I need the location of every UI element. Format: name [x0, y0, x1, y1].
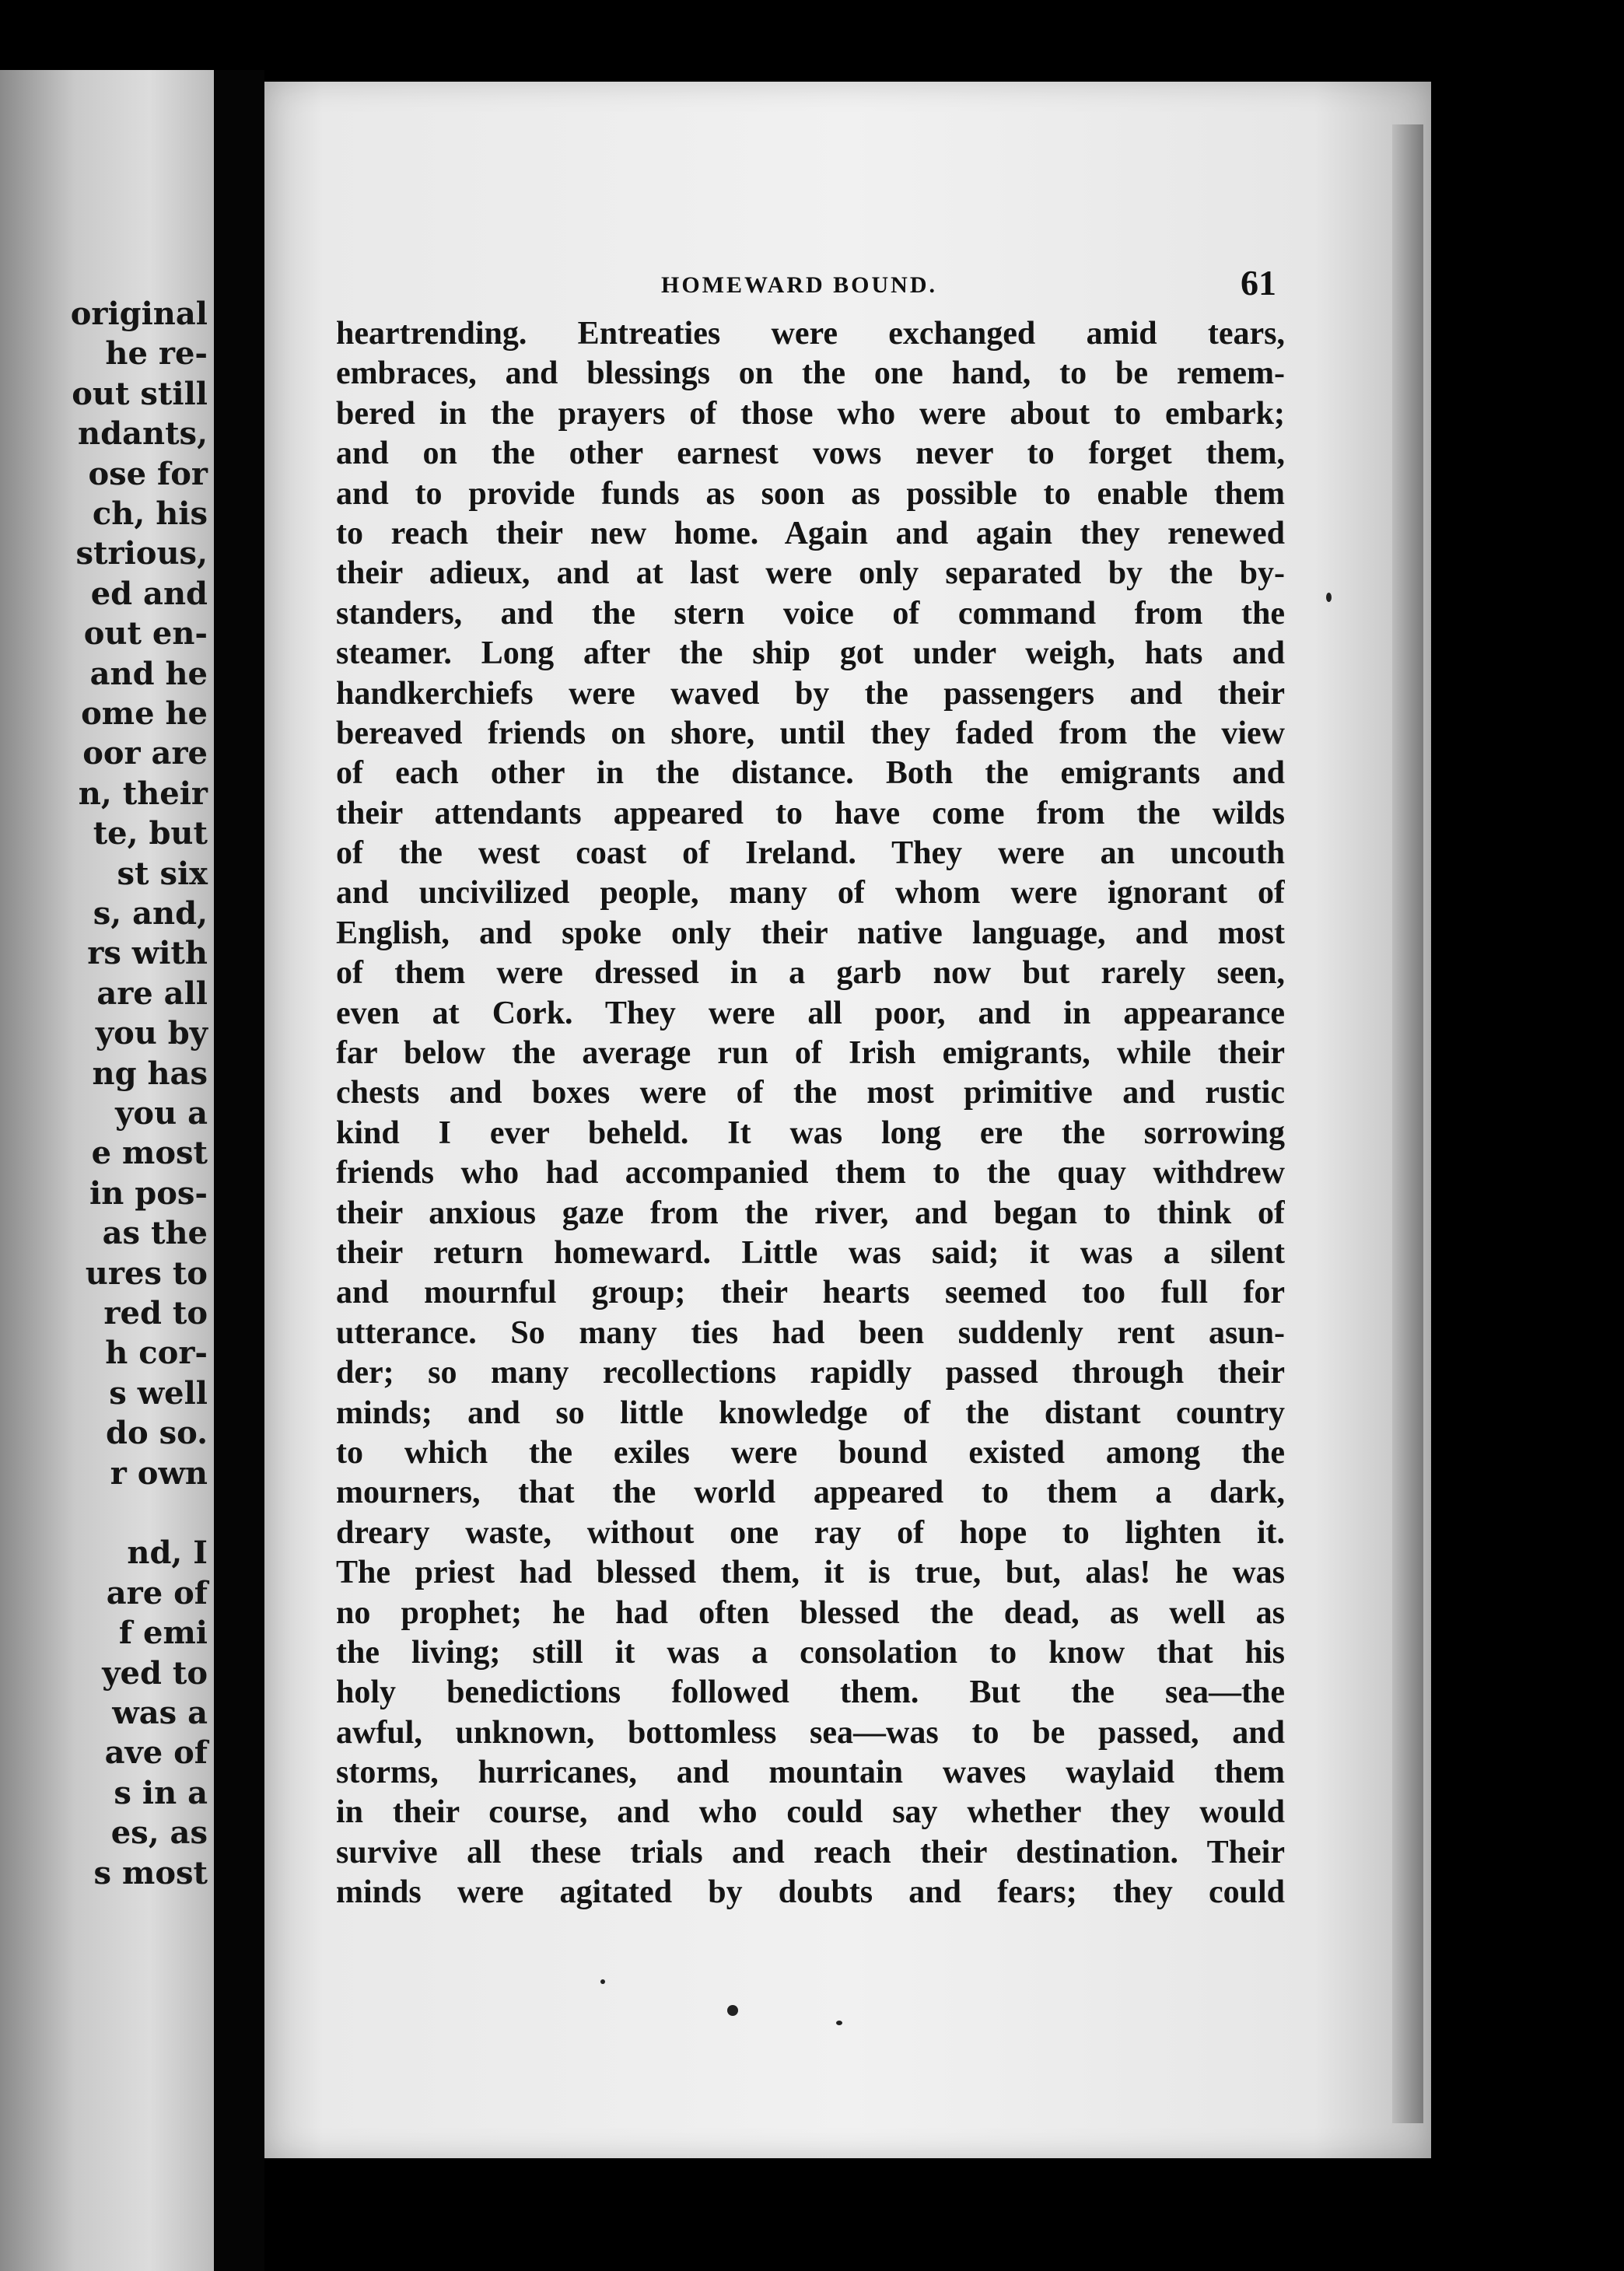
left-page-fragment-line: out still — [72, 375, 208, 412]
text-line: of them were dressed in a garb now but rarely seen, — [336, 955, 1285, 992]
text-line: The priest had blessed them, it is true, but, alas! he was — [336, 1555, 1285, 1591]
text-line: chests and boxes were of the most primitive and rustic — [336, 1075, 1285, 1111]
left-page-fragment-line: s in a — [114, 1774, 208, 1811]
text-line: the living; still it was a consolation to know that his — [336, 1634, 1285, 1671]
text-line: bereaved friends on shore, until they faded from the view — [336, 715, 1285, 751]
text-line: survive all these trials and reach their destination. Their — [336, 1834, 1285, 1870]
text-line: minds; and so little knowledge of the distant country — [336, 1394, 1285, 1431]
text-line: and mournful group; their hearts seemed too full for — [336, 1275, 1285, 1311]
left-page-fragment-line: h cor- — [105, 1335, 208, 1372]
text-line: utterance. So many ties had been suddenly rent asun- — [336, 1314, 1285, 1351]
left-page-fragment-line: and he — [89, 655, 208, 692]
left-page-fragment-line: red to — [103, 1295, 208, 1331]
text-line: in their course, and who could say whether they would — [336, 1794, 1285, 1831]
left-page-fragment-line: es, as — [110, 1814, 208, 1852]
left-page-fragment-line: ng has — [92, 1055, 208, 1092]
left-page-fragment-line: was a — [112, 1695, 208, 1731]
left-page-fragment-line: strious, — [75, 535, 208, 572]
text-line: standers, and the stern voice of command from the — [336, 595, 1285, 632]
text-line: their adieux, and at last were only separated by the by- — [336, 555, 1285, 592]
text-line: minds were agitated by doubts and fears; they could — [336, 1874, 1285, 1911]
left-page-fragment-line: as the — [102, 1215, 208, 1252]
page-edge-shadow — [1392, 124, 1423, 2123]
left-page-fragment-line: you a — [115, 1095, 208, 1132]
left-page-fragment-line: out en- — [83, 615, 208, 653]
text-line: mourners, that the world appeared to them a dark, — [336, 1475, 1285, 1511]
text-line: awful, unknown, bottomless sea—was to be passed, and — [336, 1714, 1285, 1751]
left-page-fragment-line: he re- — [105, 335, 208, 373]
left-page-fragment-line: yed to — [102, 1654, 208, 1692]
ink-speck — [727, 2005, 738, 2016]
text-line: der; so many recollections rapidly passed through their — [336, 1355, 1285, 1391]
left-page-fragment-line: nd, I — [127, 1534, 208, 1572]
text-line: and on the other earnest vows never to forget them, — [336, 436, 1285, 472]
text-line: holy benedictions followed them. But the sea—the — [336, 1674, 1285, 1711]
page-number: 61 — [1241, 263, 1276, 303]
text-line: their anxious gaze from the river, and began to think of — [336, 1195, 1285, 1231]
left-page-fragment-line: s most — [93, 1854, 208, 1891]
left-page-fragment-line: you by — [95, 1015, 208, 1052]
text-line: bered in the prayers of those who were about to embark; — [336, 395, 1285, 432]
left-page-fragment-line: are of — [106, 1574, 208, 1611]
text-line: dreary waste, without one ray of hope to lighten it. — [336, 1514, 1285, 1551]
left-page-fragment-line: e most — [91, 1135, 208, 1172]
text-line: of the west coast of Ireland. They were an uncouth — [336, 835, 1285, 872]
text-line: to which the exiles were bound existed among the — [336, 1434, 1285, 1471]
text-line: steamer. Long after the ship got under weigh, hats and — [336, 635, 1285, 672]
text-line: embraces, and blessings on the one hand, to be remem- — [336, 355, 1285, 392]
left-page-fragment-line: st six — [117, 855, 208, 892]
text-line: and uncivilized people, many of whom were ignorant of — [336, 875, 1285, 912]
left-page-fragment-line: do so. — [106, 1415, 208, 1452]
left-page-fragment-line: n, their — [78, 775, 208, 812]
left-page-fragment-line: ose for — [88, 455, 208, 492]
left-page-fragment-line: ave of — [104, 1734, 208, 1772]
left-page-fragment-line: ndants, — [78, 415, 208, 453]
body-text — [336, 314, 1285, 1913]
left-page-fragment-line: ch, his — [92, 495, 208, 532]
book-gutter — [214, 70, 264, 2271]
left-page-fragment-line: r own — [110, 1454, 208, 1492]
left-page-fragment-line: te, but — [93, 815, 208, 852]
left-page-fragment-line: ures to — [85, 1254, 208, 1292]
left-page-fragment-line: original — [70, 296, 208, 332]
left-page-fragment-line: are all — [96, 975, 208, 1012]
left-page-fragment-line: s, and, — [93, 895, 208, 932]
ink-speck — [836, 2021, 842, 2025]
text-line: even at Cork. They were all poor, and in appearance — [336, 995, 1285, 1031]
text-line: English, and spoke only their native language, and most — [336, 915, 1285, 951]
left-page-fragment-line: oor are — [82, 735, 208, 772]
text-line: and to provide funds as soon as possible to enable them — [336, 475, 1285, 512]
text-line: their return homeward. Little was said; it was a silent — [336, 1234, 1285, 1271]
ink-speck — [600, 1979, 605, 1984]
left-page-fragment-line: s well — [109, 1374, 208, 1412]
text-line: far below the average run of Irish emigrants, while their — [336, 1035, 1285, 1072]
left-page-fragment-line: ed and — [90, 575, 208, 612]
text-line: no prophet; he had often blessed the dead, as well as — [336, 1594, 1285, 1631]
text-line: storms, hurricanes, and mountain waves waylaid them — [336, 1755, 1285, 1791]
left-page-fragment-line: in pos- — [89, 1174, 208, 1212]
left-page-fragment-line: rs with — [87, 935, 208, 972]
ink-speck — [1326, 593, 1332, 602]
left-page-fragment — [0, 70, 214, 2271]
text-line: to reach their new home. Again and again they renewed — [336, 515, 1285, 551]
text-line: their attendants appeared to have come from the wilds — [336, 795, 1285, 831]
text-line: handkerchiefs were waved by the passengers and their — [336, 675, 1285, 712]
running-head: HOMEWARD BOUND. — [661, 272, 938, 298]
text-line: friends who had accompanied them to the quay withdrew — [336, 1155, 1285, 1191]
text-line: heartrending. Entreaties were exchanged amid tears, — [336, 316, 1285, 352]
left-page-fragment-line: ome he — [81, 695, 208, 732]
left-page-fragment-line: f emi — [118, 1615, 208, 1652]
text-line: kind I ever beheld. It was long ere the sorrowing — [336, 1115, 1285, 1151]
text-line: of each other in the distance. Both the emigrants and — [336, 755, 1285, 792]
